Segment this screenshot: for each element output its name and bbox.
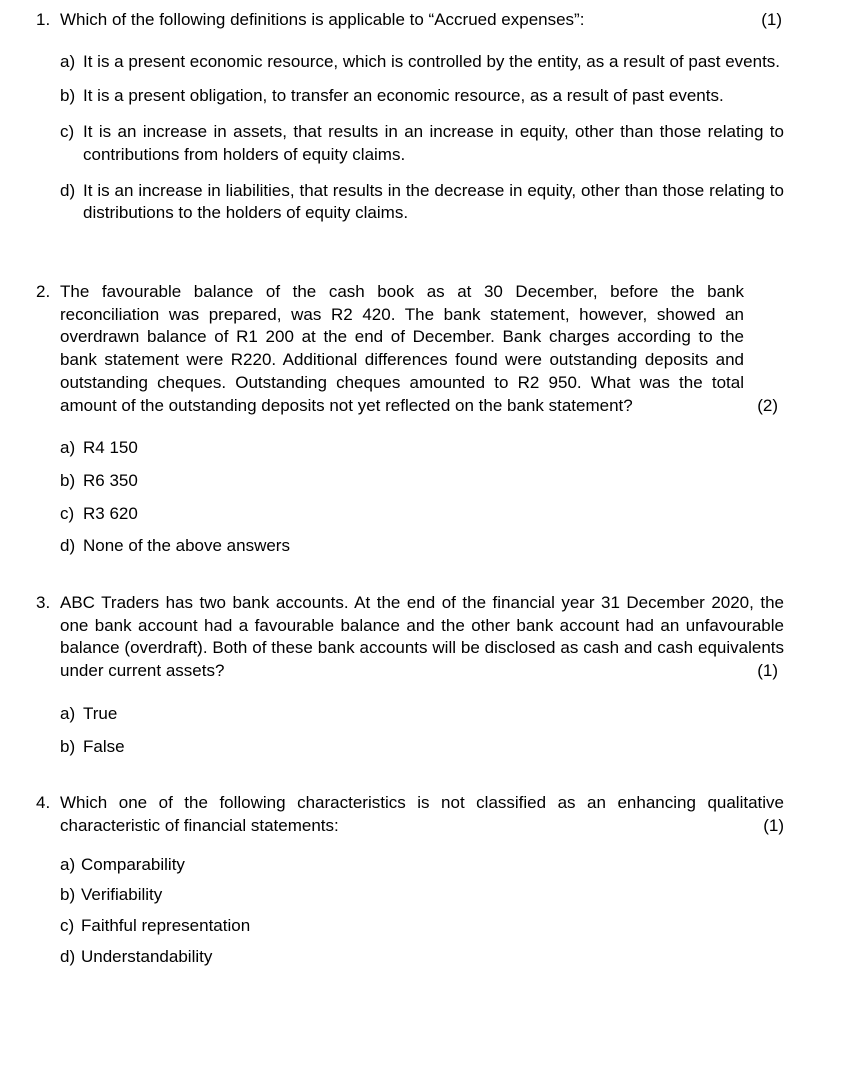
options-list [60, 703, 784, 758]
question-marks: (2) [757, 395, 778, 415]
question-2 [36, 281, 784, 558]
option-label: a) [60, 438, 76, 458]
option-c [60, 503, 784, 526]
option-label: b) [60, 736, 76, 756]
option-c [60, 915, 784, 938]
question-stem [36, 592, 784, 683]
option-text: Verifiability [81, 885, 163, 905]
option-label: d) [60, 536, 76, 556]
question-4 [36, 792, 784, 968]
question-marks: (1) [761, 10, 782, 29]
option-text: R3 620 [83, 503, 138, 523]
option-a [60, 51, 784, 74]
question-text: ABC Traders has two bank accounts. At the end of the financial year 31 December 2020, the one bank account had a favourable balance and the other bank account had an unfavourable balance (overdraft). Both of these bank accounts will be disclosed as cash and cash equivalents under current assets? [60, 593, 784, 681]
option-text: True [83, 703, 118, 723]
question-marks: (1) [763, 815, 784, 835]
question-1 [36, 9, 784, 225]
option-label: d) [60, 946, 76, 966]
option-c [60, 121, 784, 166]
option-text: It is an increase in liabilities, that results in the decrease in equity, other than those relating to distributions to the holders of equity claims. [83, 180, 784, 223]
options-list [60, 437, 784, 558]
option-d [60, 946, 784, 969]
option-text: None of the above answers [83, 536, 290, 556]
option-label: b) [60, 885, 76, 905]
option-text: Understandability [81, 946, 213, 966]
option-text: Comparability [81, 855, 185, 875]
question-text: The favourable balance of the cash book as at 30 December, before the bank reconciliation was prepared, was R2 420. The bank statement, however, showed an overdrawn balance of R1 200 at the end of December. Bank charges according to the bank statement were R220. Additional differences found were outstanding deposits and outstanding cheques. Outstanding cheques amounted to R2 950. What was the total amount of the outstanding deposits not yet reflected on the bank statement? [60, 282, 744, 415]
option-d [60, 535, 784, 558]
option-label: b) [60, 470, 76, 490]
option-b [60, 884, 784, 907]
option-text: False [83, 736, 125, 756]
option-text: R6 350 [83, 470, 138, 490]
option-label: c) [60, 122, 75, 142]
question-3 [36, 592, 784, 758]
question-stem [36, 9, 784, 32]
option-label: a) [60, 855, 76, 875]
question-stem [36, 792, 784, 837]
question-stem [36, 281, 784, 417]
options-list [60, 854, 784, 968]
option-a [60, 437, 784, 460]
options-list [60, 51, 784, 225]
option-text: It is a present obligation, to transfer an economic resource, as a result of past events. [83, 86, 724, 106]
question-marks: (1) [757, 661, 778, 681]
question-number: 2. [36, 282, 51, 301]
option-text: It is a present economic resource, which is controlled by the entity, as a result of past events. [83, 51, 781, 71]
option-label: a) [60, 703, 76, 723]
question-text: Which of the following definitions is applicable to “Accrued expenses”: [60, 10, 585, 29]
option-a [60, 703, 784, 726]
option-label: b) [60, 86, 76, 106]
option-d [60, 180, 784, 225]
question-number: 1. [36, 10, 51, 29]
option-label: c) [60, 503, 75, 523]
question-number: 4. [36, 793, 51, 812]
option-label: d) [60, 180, 76, 200]
option-label: c) [60, 915, 75, 935]
option-text: Faithful representation [81, 915, 251, 935]
question-text: Which one of the following characteristics is not classified as an enhancing qualitative characteristic of financial statements: [60, 793, 784, 835]
option-a [60, 854, 784, 877]
option-text: It is an increase in assets, that results in an increase in equity, other than those relating to contributions from holders of equity claims. [83, 122, 784, 164]
option-b [60, 470, 784, 493]
option-b [60, 736, 784, 759]
option-b [60, 85, 784, 108]
question-number: 3. [36, 593, 51, 612]
option-label: a) [60, 51, 76, 71]
option-text: R4 150 [83, 438, 138, 458]
